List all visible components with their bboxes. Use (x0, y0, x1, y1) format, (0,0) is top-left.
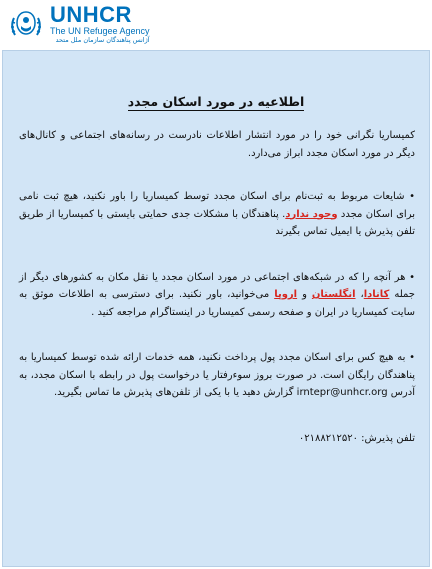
phone-number[interactable]: ۰۲۱۸۸۲۱۲۵۲۰ (298, 432, 358, 444)
no-registration-highlight: وجود ندارد (285, 208, 338, 220)
canada-highlight: کانادا (363, 289, 390, 300)
bullet-3-text-a: به هیچ کس برای اسکان مجدد پول پرداخت نکنید، همه خدمات ارائه شده توسط کمیساریا به پناهندگان رایگان است. در صورت بروز سوء‌رفتار یا درخواست پول در رابطه با اسکان مجدد، به آدرس (19, 352, 415, 398)
bullet-3-text-b: گزارش دهید یا با یکی از تلفن‌های پذیرش ما تماس بگیرید. (53, 387, 297, 398)
england-highlight: انگلستان (311, 289, 356, 300)
unhcr-logo[interactable] (6, 3, 150, 45)
intro-paragraph: کمیساریا نگرانی خود را در مورد انتشار اطلاعات نادرست در رسانه‌های اجتماعی و کانال‌های دیگر در مورد اسکان مجدد ابراز می‌دارد. (19, 130, 415, 159)
logo-tagline: The UN Refugee Agency (50, 26, 150, 37)
header (0, 0, 432, 48)
bullet-2-text-b: می‌خوانید، باور نکنید. برای دسترسی به اطلاعات موثق به سایت کمیساریا در ایران و صفحه رسمی کمیساریا در اینستاگرام مراجعه کنید . (19, 289, 415, 318)
bullet-registration-rumors: • شایعات مربوط به ثبت‌نام برای اسکان مجدد توسط کمیساریا را باور نکنید، هیچ ثبت نامی برای اسکان مجدد وجود ندارد. پناهندگان با مشکلات جدی حمایتی بایستی با کمیساریا از طریق تلفن پذیرش یا ایمیل تماس بگیرند (19, 191, 416, 237)
bullet-1-text-b: . پناهندگان با مشکلات جدی حمایتی بایستی با کمیساریا از طریق تلفن پذیرش یا ایمیل تماس بگیرند (19, 208, 415, 237)
bullet-no-payment: • به هیچ کس برای اسکان مجدد پول پرداخت نکنید، همه خدمات ارائه شده توسط کمیساریا به پناهندگان رایگان است. در صورت بروز سوء‌رفتار یا درخواست پول در رابطه با اسکان مجدد، به آدرس irntepr@unhcr.org گزارش دهید یا با یکی از تلفن‌های پذیرش ما تماس بگیرید. (19, 352, 416, 398)
notice-panel (2, 50, 430, 567)
phone-label: تلفن پذیرش: (361, 432, 415, 444)
logo-tagline-fa: آژانس پناهندگان سازمان ملل متحد (55, 36, 150, 45)
logo-name: UNHCR (50, 2, 132, 28)
europe-highlight: اروپا (274, 289, 298, 300)
bullet-social-media: • هر آنچه را که در شبکه‌های اجتماعی در مورد اسکان مجدد یا نقل مکان به کشورهای دیگر از جمله کانادا، انگلستان و اروپا می‌خوانید، باور نکنید. برای دسترسی به اطلاعات موثق به سایت کمیساریا در ایران و صفحه رسمی کمیساریا در اینستاگرام مراجعه کنید . (19, 271, 415, 318)
unhcr-emblem-icon (6, 4, 46, 44)
notice-title: اطلاعیه در مورد اسکان مجدد (127, 94, 305, 109)
report-email-link[interactable]: irntepr@unhcr.org (296, 387, 388, 398)
bullet-2-text-a: هر آنچه را که در شبکه‌های اجتماعی در مورد اسکان مجدد یا نقل مکان به کشورهای دیگر از جمله (19, 271, 415, 300)
reception-phone (19, 430, 415, 448)
bullet-1-text-a: شایعات مربوط به ثبت‌نام برای اسکان مجدد توسط کمیساریا را باور نکنید، هیچ ثبت نامی برای اسکان مجدد (19, 191, 416, 220)
notice-body (19, 127, 415, 447)
